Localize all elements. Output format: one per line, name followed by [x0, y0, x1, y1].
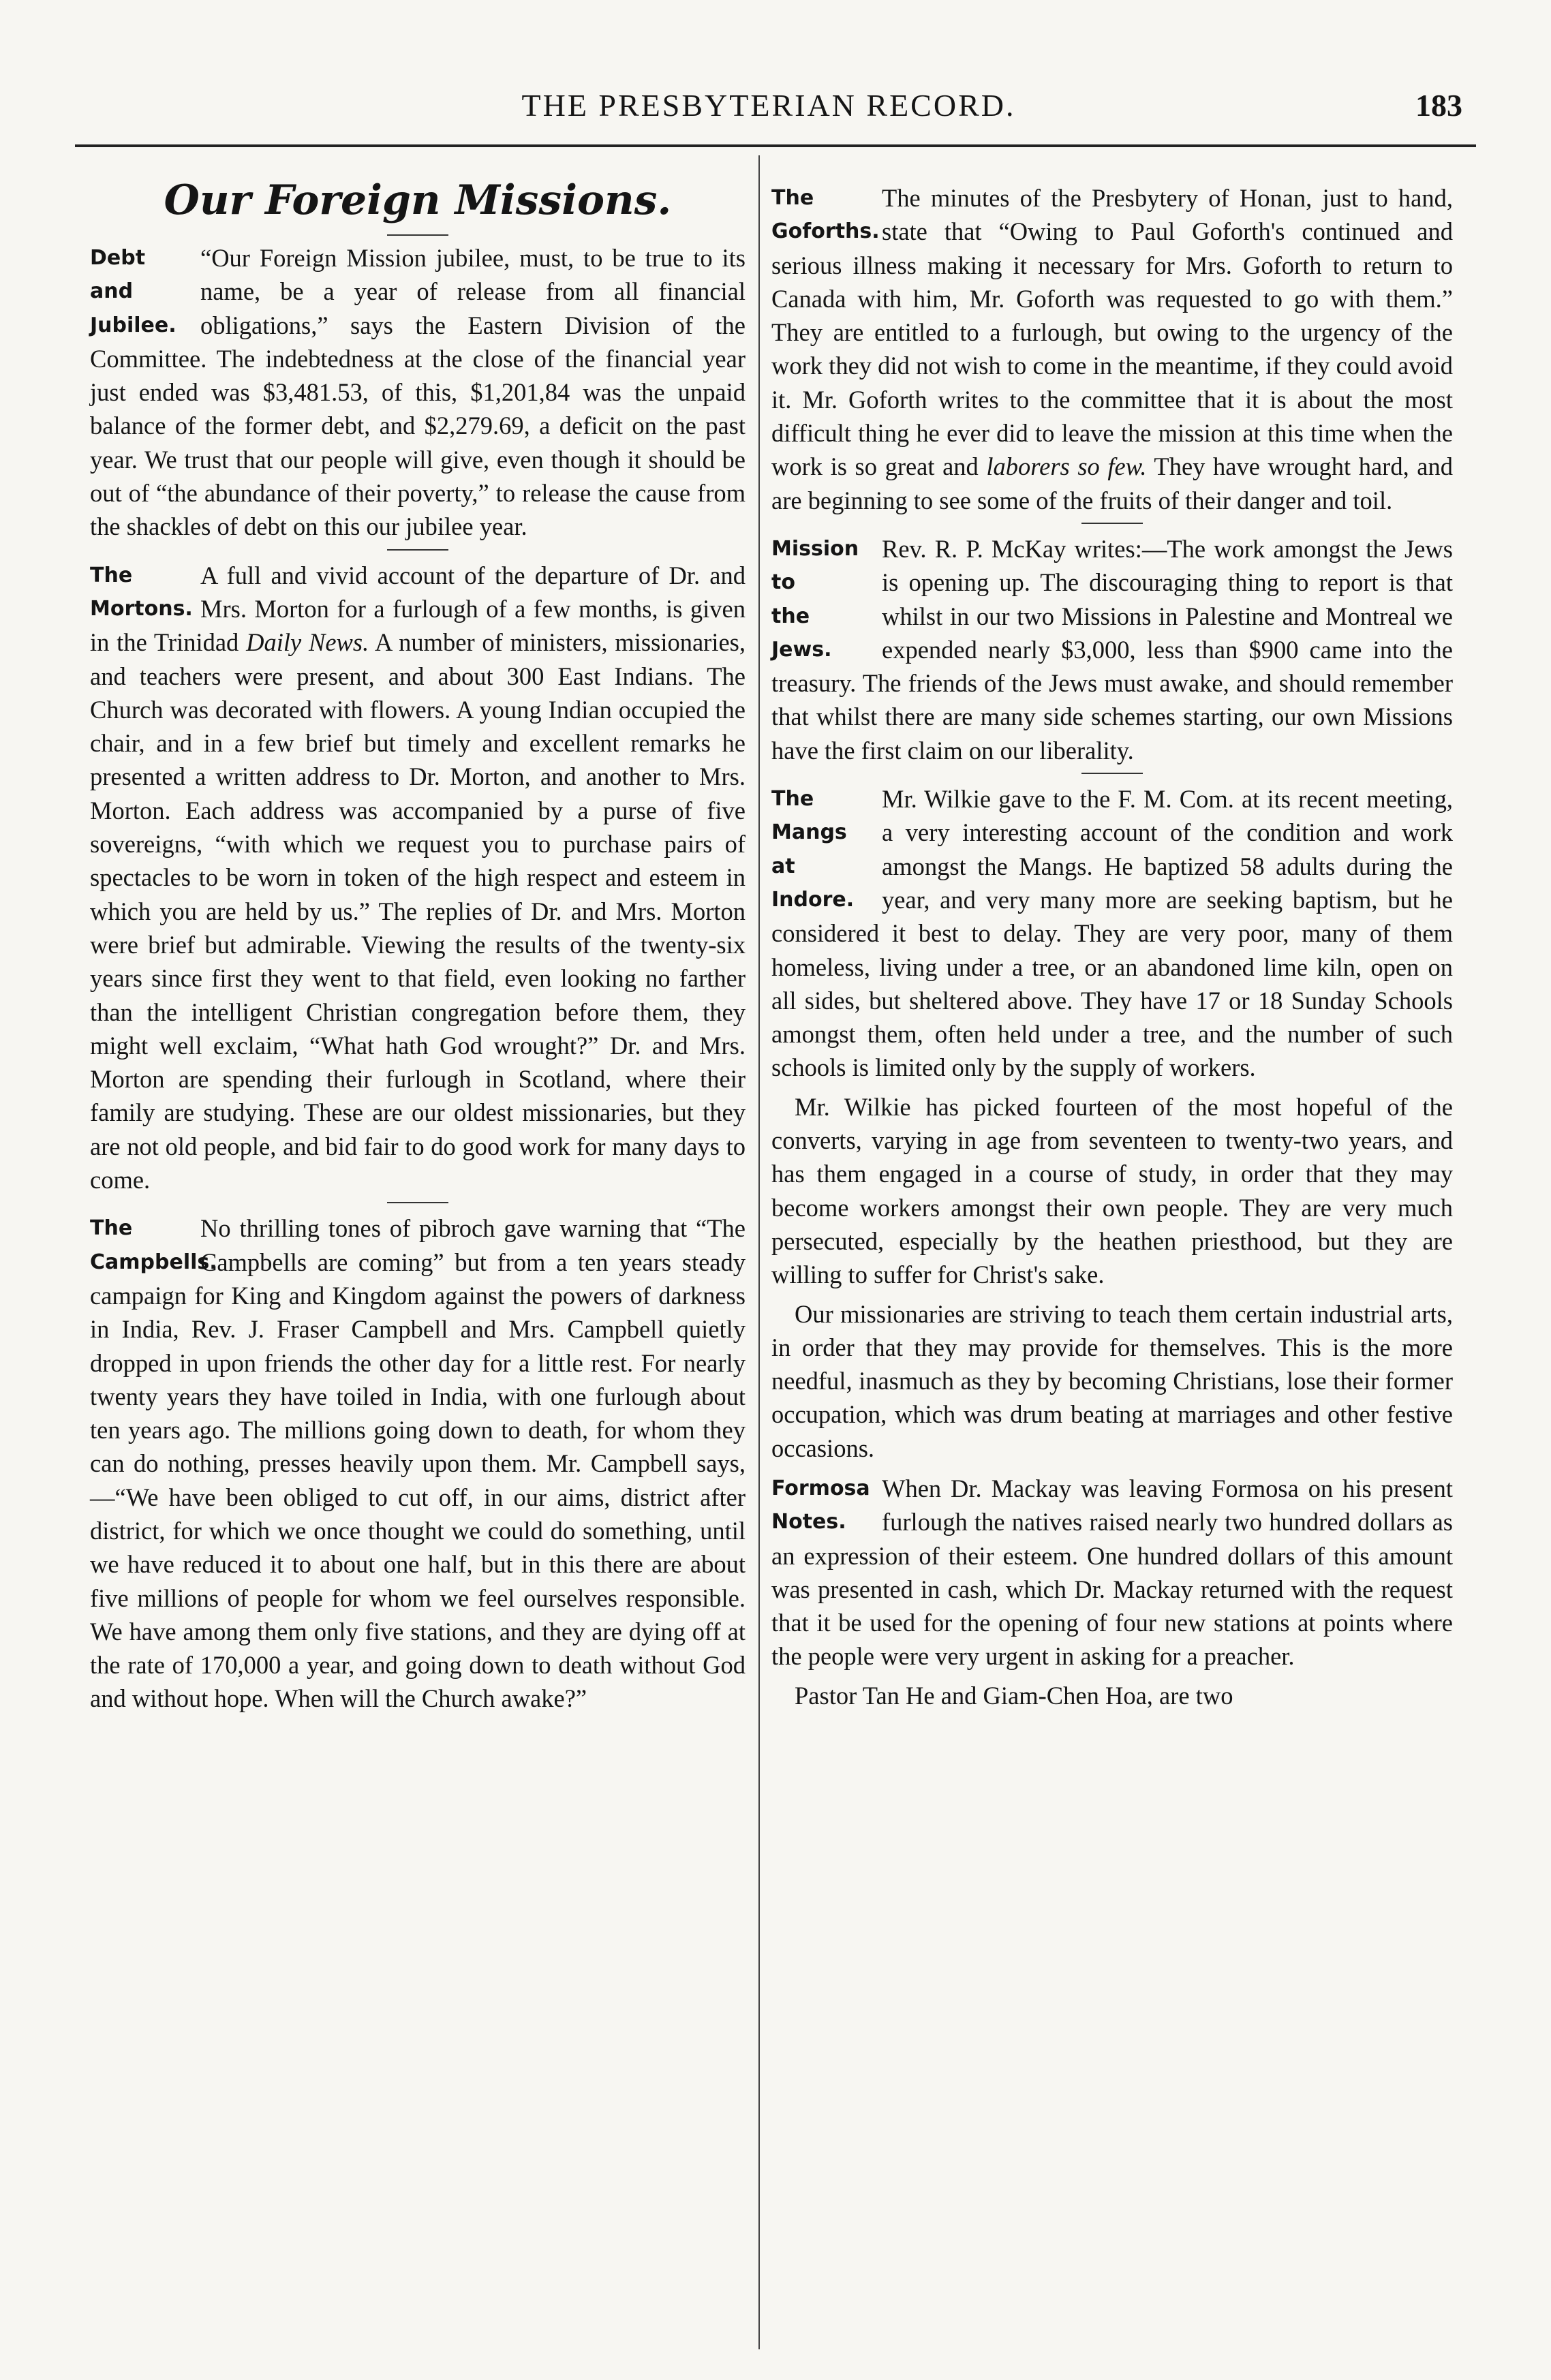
side-heading-line: Mortons. [90, 596, 193, 621]
side-heading-line: Debt and [90, 246, 146, 304]
article-debt-jubilee [90, 241, 746, 551]
article-text: A number of ministers, missionaries, and teachers were present, and about 300 East Indians. The Church was decorated with flowers. A young Indian occupied the chair, and in a few brief but timely and excellent remarks he presented a written address to Dr. Morton, and another to Mrs. Morton. Each address was accompanied by a purse of five sovereigns, “with which we request you to purchase pairs of spectacles to be worn in token of the high respect and esteem in which you are held by us.” The replies of Dr. and Mrs. Morton were brief but admirable. Viewing the results of the twenty-six years since first they went to that field, even looking no farther than the intelligent Christian congregation before them, they might well exclaim, “What hath God wrought?” Dr. and Mrs. Morton are spending their furlough in Scotland, where their family are studying. These are our oldest missionaries, but they are not old people, and bid fair to do good work for many days to come. [90, 628, 746, 1194]
side-heading-line: at Indore. [771, 854, 855, 912]
right-column [771, 181, 1453, 1719]
newspaper-title: Daily News. [246, 628, 369, 657]
article-rule [1081, 773, 1143, 774]
side-heading-line: The Goforths. [771, 186, 880, 244]
article-paragraph: Our missionaries are striving to teach them certain industrial arts, in order that they may provide for themselves. This is the more needful, inasmuch as they by becoming Christians, lose their former occupation, which was drum beating at marriages and other festive occasions. [771, 1299, 1453, 1462]
section-heading: Our Foreign Missions. [164, 176, 672, 224]
side-heading [90, 1211, 217, 1279]
side-heading-line: Notes. [771, 1510, 846, 1534]
heading-rule [387, 234, 448, 236]
article-rule [1081, 523, 1143, 524]
article-text: The minutes of the Presbytery of Honan, just to hand, state that “Owing to Paul Goforth's continued and serious illness making it necessary for Mrs. Goforth to return to Canada with him, Mr. Goforth was requested to go with them.” They are entitled to a furlough, but owing to the urgency of the work they did not wish to come in the meantime, if they could avoid it. Mr. Goforth writes to the committee that it is about the most difficult thing he ever did to leave the mission at this time when the work is so great and [771, 184, 1453, 481]
side-heading-line: the Jews. [771, 604, 832, 662]
page-number: 183 [1415, 88, 1462, 123]
article-paragraph: Pastor Tan He and Giam-Chen Hoa, are two [795, 1681, 1233, 1710]
article-text: A full and vivid account of the departure of Dr. and Mrs. Morton for a furlough of a few months, is given in the Trinidad [90, 561, 746, 657]
article-paragraph: Mr. Wilkie has picked fourteen of the most hopeful of the converts, varying in age from seventeen to twenty-two years, and has them engaged in a course of study, in order that they may become workers amongst their own people. They are very much persecuted, especially by the heathen priesthood, but they are willing to suffer for Christ's sake. [771, 1092, 1453, 1289]
article-rule [387, 1202, 448, 1203]
article-text: Rev. R. P. McKay writes:—The work amongst the Jews is opening up. The discouraging thing to report is that whilst in our two Missions in Palestine and Montreal we expended nearly $3,000, less than $900 came into the treasury. The friends of the Jews must awake, and should remember that whilst there are many side schemes starting, our own Missions have the first claim on our liberality. [771, 534, 1453, 764]
side-heading-line: Campbells. [90, 1250, 217, 1274]
running-head [75, 87, 1462, 128]
article-formosa-notes [771, 1472, 1453, 1712]
side-heading [771, 181, 880, 249]
article-campbells [90, 1211, 746, 1715]
left-column [90, 164, 746, 1722]
side-heading-line: Jubilee. [90, 313, 176, 337]
side-heading [771, 532, 874, 666]
side-heading [771, 1472, 874, 1539]
article-mission-jews [771, 532, 1453, 774]
side-heading-line: The Mangs [771, 787, 847, 845]
article-text: When Dr. Mackay was leaving Formosa on his present furlough the natives raised nearly two hundred dollars as an expression of their esteem. One hundred dollars of this amount was presented in cash, which Dr. Mackay returned with the request that it be used for the opening of four new stations at points where the people were very urgent in asking for a preacher. [771, 1474, 1453, 1671]
article-rule [387, 549, 448, 551]
article-text: “Our Foreign Mission jubilee, must, to be true to its name, be a year of release from all financial obligations,” says the Eastern Division of the Committee. The indebtedness at the close of the financial year just ended was $3,481.53, of this, $1,201,84 was the unpaid balance of the former debt, and $2,279.69, a deficit on the past year. We trust that our people will give, even though it should be out of “the abundance of their poverty,” to release the cause from the shackles of debt on this our jubilee year. [90, 244, 746, 541]
article-text: Mr. Wilkie gave to the F. M. Com. at its recent meeting, a very interesting account of the condition and work amongst the Mangs. He baptized 58 adults during the year, and very many more are seeking baptism, but he considered it best to delay. They are very poor, many of them homeless, living under a tree, or an abandoned lime kiln, open on all sides, but sheltered above. They have 17 or 18 Sunday Schools amongst them, often held under a tree, and the number of such schools is limited only by the supply of workers. [771, 785, 1453, 1082]
column-divider [758, 155, 760, 2349]
header-rule [75, 144, 1476, 147]
side-heading [90, 241, 192, 342]
article-text: No thrilling tones of pibroch gave warning that “The Campbells are coming” but from a ten years steady campaign for King and Kingdom against the powers of darkness in India, Rev. J. Fraser Campbell and Mrs. Campbell quietly dropped in upon friends the other day for a little rest. For nearly twenty years they have toiled in India, with one furlough about ten years ago. The millions going down to death, for whom they can do nothing, presses heavily upon them. Mr. Campbell says, —“We have been obliged to cut off, in our aims, district after district, for which we once thought we could do something, until we have reduced it to about one half, but in this there are about five millions of people for whom we feel ourselves responsible. We have among them only five stations, and they are dying off at the rate of 170,000 a year, and going down to death without God and without hope. When will the Church awake?” [90, 1214, 746, 1713]
article-mortons [90, 559, 746, 1204]
side-heading [90, 559, 192, 626]
emphasis-text: laborers so few. [986, 452, 1147, 481]
side-heading-line: The [90, 1216, 133, 1241]
article-goforths [771, 181, 1453, 524]
side-heading-line: Mission to [771, 536, 859, 595]
article-mangs-indore [771, 782, 1453, 1465]
side-heading [771, 782, 874, 916]
article-text: They have wrought hard, and are beginning to see some of the fruits of their danger and toil. [771, 452, 1453, 514]
running-title: THE PRESBYTERIAN RECORD. [521, 88, 1016, 123]
side-heading-line: The [90, 563, 133, 587]
side-heading-line: Formosa [771, 1476, 870, 1500]
